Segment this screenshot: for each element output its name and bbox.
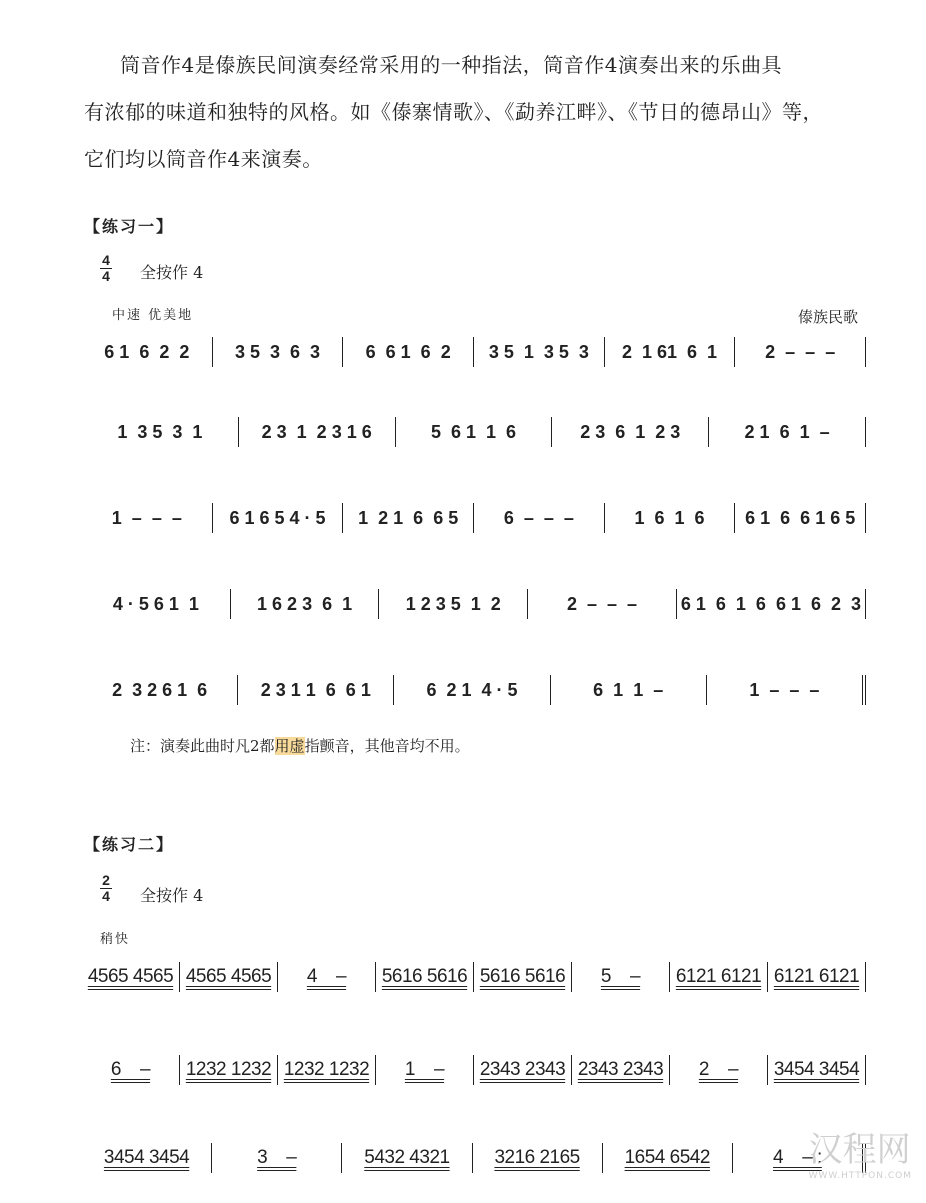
- exercise2-fingering: 全按作 4: [140, 886, 204, 905]
- staff-line: [82, 337, 866, 367]
- meter-bottom: 4: [102, 888, 110, 904]
- measure: 3454 3454: [82, 1143, 212, 1173]
- meter-bottom: 4: [102, 268, 110, 284]
- measure: 3 5 3 6 3: [213, 337, 344, 367]
- staff-line: [82, 417, 866, 447]
- measure: 1654 6542: [603, 1143, 733, 1173]
- measure: 1 – – –: [82, 503, 213, 533]
- measure: 1 2 1 6 6 5: [343, 503, 474, 533]
- staff-line: [82, 675, 866, 705]
- staff-line: [82, 503, 866, 533]
- measure: 3 –: [212, 1143, 342, 1173]
- note-text: 指颤音，其他音均不用。: [304, 737, 470, 755]
- exercise1-note: [130, 735, 470, 756]
- measure: 6 1 6 1 6 6 1 6 2 3: [677, 589, 866, 619]
- measure: 5616 5616: [474, 962, 572, 992]
- measure: 4565 4565: [180, 962, 278, 992]
- exercise1-source: 傣族民歌: [798, 308, 859, 326]
- measure: 1 6 2 3 6 1: [231, 589, 380, 619]
- measure: 2343 2343: [474, 1055, 572, 1085]
- measure: 4 – :: [733, 1143, 866, 1173]
- note-text: 注：演奏此曲时凡2都: [130, 737, 275, 755]
- measure: 3216 2165: [473, 1143, 603, 1173]
- measure: 4565 4565: [82, 962, 180, 992]
- note-highlight: 用虚: [274, 737, 305, 755]
- measure: 5616 5616: [376, 962, 474, 992]
- measure: 1 –: [376, 1055, 474, 1085]
- measure: 1232 1232: [278, 1055, 376, 1085]
- measure: 1 – – –: [707, 675, 866, 705]
- staff-line: [82, 589, 866, 619]
- measure: 2 3 1 2 3 1 6: [239, 417, 396, 447]
- measure: 2 – – –: [735, 337, 866, 367]
- exercise2-tempo: 稍快: [100, 932, 131, 947]
- measure: 4 –: [278, 962, 376, 992]
- measure: 5 –: [572, 962, 670, 992]
- measure: 6121 6121: [768, 962, 866, 992]
- measure: 2 3 2 6 1 6: [82, 675, 238, 705]
- exercise1-fingering: 全按作 4: [140, 263, 204, 282]
- measure: 1 2 3 5 1 2: [379, 589, 528, 619]
- measure: 5432 4321: [342, 1143, 472, 1173]
- staff-line: [82, 1143, 866, 1173]
- measure: 6 – – –: [474, 503, 605, 533]
- measure: 6 1 6 5 4 · 5: [213, 503, 344, 533]
- measure: 2343 2343: [572, 1055, 670, 1085]
- meter-top: 2: [102, 872, 110, 888]
- meter-top: 4: [102, 252, 110, 268]
- measure: 2 – – –: [528, 589, 677, 619]
- measure: 2 1 6 1 –: [709, 417, 866, 447]
- measure: 3 5 1 3 5 3: [474, 337, 605, 367]
- measure: 6 6 1 6 2: [343, 337, 474, 367]
- measure: 6121 6121: [670, 962, 768, 992]
- watermark-logo: [809, 1122, 912, 1181]
- measure: 6 –: [82, 1055, 180, 1085]
- exercise2-title: 【练习二】: [84, 835, 175, 854]
- measure: 2 3 6 1 2 3: [552, 417, 709, 447]
- measure: 6 2 1 4 · 5: [394, 675, 550, 705]
- measure: 2 3 1 1 6 6 1: [238, 675, 394, 705]
- measure: 6 1 6 6 1 6 5: [735, 503, 866, 533]
- intro-line: 筒音作4是傣族民间演奏经常采用的一种指法，筒音作4演奏出来的乐曲具: [120, 53, 782, 77]
- intro-line: 有浓郁的味道和独特的风格。如《傣寨情歌》、《勐养江畔》、《节日的德昂山》等，: [84, 100, 823, 124]
- watermark-url: WWW.HTTPON.COM: [808, 1171, 912, 1181]
- measure: 1 6 1 6: [605, 503, 736, 533]
- measure: 3454 3454: [768, 1055, 866, 1085]
- measure: 2 –: [670, 1055, 768, 1085]
- measure: 5 6 1 1 6: [396, 417, 553, 447]
- exercise2-time-signature: [100, 873, 112, 904]
- measure: 6 1 6 2 2: [82, 337, 213, 367]
- staff-line: [82, 962, 866, 992]
- exercise1-tempo: 中速 优美地: [112, 308, 194, 323]
- measure: 1232 1232: [180, 1055, 278, 1085]
- staff-line: [82, 1055, 866, 1085]
- exercise1-title: 【练习一】: [84, 217, 175, 236]
- exercise1-time-signature: [100, 253, 112, 284]
- intro-paragraph: [84, 42, 894, 183]
- measure: 1 3 5 3 1: [82, 417, 239, 447]
- measure: 6 1 1 –: [551, 675, 707, 705]
- watermark-name: 汉程网: [808, 1130, 911, 1170]
- measure: 2 1 61 6 1: [605, 337, 736, 367]
- intro-line: 它们均以筒音作4来演奏。: [84, 147, 323, 171]
- measure: 4 · 5 6 1 1: [82, 589, 231, 619]
